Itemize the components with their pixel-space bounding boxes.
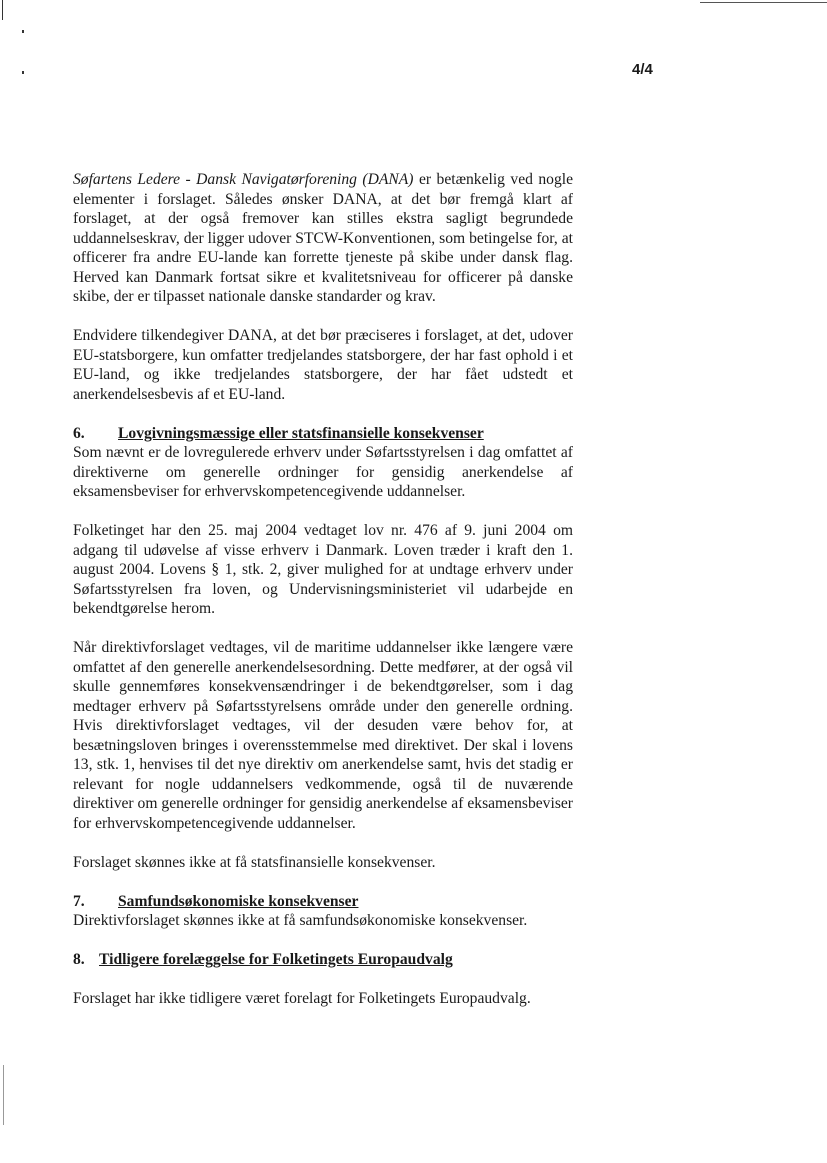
page-number: 4/4 — [632, 61, 653, 78]
paragraph-dana-clarification: Endvidere tilkendegiver DANA, at det bør præciseres i forslaget, at det, udover EU-statsborgere, kun omfatter tredjelandes statsborgere, der har fast ophold i et EU-land, og ikke tredjelandes statsborgere, der har fået udstedt et anerkendelsesbevis af et EU-land. — [73, 327, 573, 403]
paragraph-dana-concerns — [73, 170, 573, 307]
section-title: Tidligere forelæggelse for Folketingets Europaudvalg — [99, 951, 453, 968]
document-body — [73, 170, 573, 1028]
paragraph-regulated-professions: Som nævnt er de lovregulerede erhverv under Søfartsstyrelsen i dag omfattet af direktiverne om generelle ordninger for gensidig anerkendelse af eksamensbeviser for erhvervskompetencegivende uddannelser. — [73, 444, 573, 500]
section-title: Samfundsøkonomiske konsekvenser — [118, 892, 359, 910]
paragraph-socioeconomic: Direktivforslaget skønnes ikke at få samfundsøkonomiske konsekvenser. — [73, 912, 528, 929]
organization-name: Søfartens Ledere - Dansk Navigatørforening (DANA) — [73, 171, 414, 188]
paragraph-text: er betænkelig ved nogle elementer i forslaget. Således ønsker DANA, at det bør fremgå klart af forslaget, at der også fremover kan stilles ekstra sagligt begrundede uddannelseskrav, der ligger udover STCW-Konventionen, som betingelse for, at officerer fra andre EU-lande kan forrette tjeneste på skibe under dansk flag. Herved kan Danmark fortsat sikre et kvalitetsniveau for officerer på danske skibe, der er tilpasset nationale danske standarder og krav. — [73, 171, 573, 305]
scan-speck — [22, 30, 24, 33]
scan-border-line — [3, 1065, 4, 1125]
paragraph-folketinget-law: Folketinget har den 25. maj 2004 vedtaget lov nr. 476 af 9. juni 2004 om adgang til udøvelse af visse erhverv i Danmark. Loven træder i kraft den 1. august 2004. Lovens § 1, stk. 2, giver mulighed for at undtage erhverv under Søfartsstyrelsen fra loven, og Undervisningsministeriet vil udarbejde en bekendtgørelse herom. — [73, 522, 573, 617]
scan-speck — [22, 71, 24, 74]
scan-border-line — [700, 2, 827, 3]
section-title: Lovgivningsmæssige eller statsfinansielle konsekvenser — [118, 424, 484, 442]
section-number: 6. — [73, 424, 85, 442]
scan-border-line — [2, 0, 3, 20]
section-heading-7 — [73, 892, 573, 912]
paragraph-directive-adoption: Når direktivforslaget vedtages, vil de maritime uddannelser ikke længere være omfattet af den generelle anerkendelsesordning. Dette medfører, at der også vil skulle gennemføres konsekvensændringer i de bekendtgørelser, som i dag medtager erhverv på Søfartsstyrelsens område under den generelle ordning. Hvis direktivforslaget vedtages, vil der desuden være behov for, at besætningsloven bringes i overensstemmelse med direktivet. Der skal i lovens 13, stk. 1, henvises til det nye direktiv om anerkendelse samt, hvis det stadig er relevant for nogle uddannelsers vedkommende, også til de nuværende direktiver om generelle ordninger for gensidig anerkendelse af eksamensbeviser for erhvervskompetencegivende uddannelser. — [73, 639, 573, 832]
paragraph-europaudvalg: Forslaget har ikke tidligere været forelagt for Folketingets Europaudvalg. — [73, 990, 531, 1007]
spacer — [73, 970, 573, 990]
section-heading-6 — [73, 424, 573, 444]
paragraph-state-finance: Forslaget skønnes ikke at få statsfinansielle konsekvenser. — [73, 853, 436, 871]
section-heading-8 — [73, 950, 573, 970]
section-number: 8. — [73, 951, 85, 968]
section-number: 7. — [73, 892, 85, 910]
